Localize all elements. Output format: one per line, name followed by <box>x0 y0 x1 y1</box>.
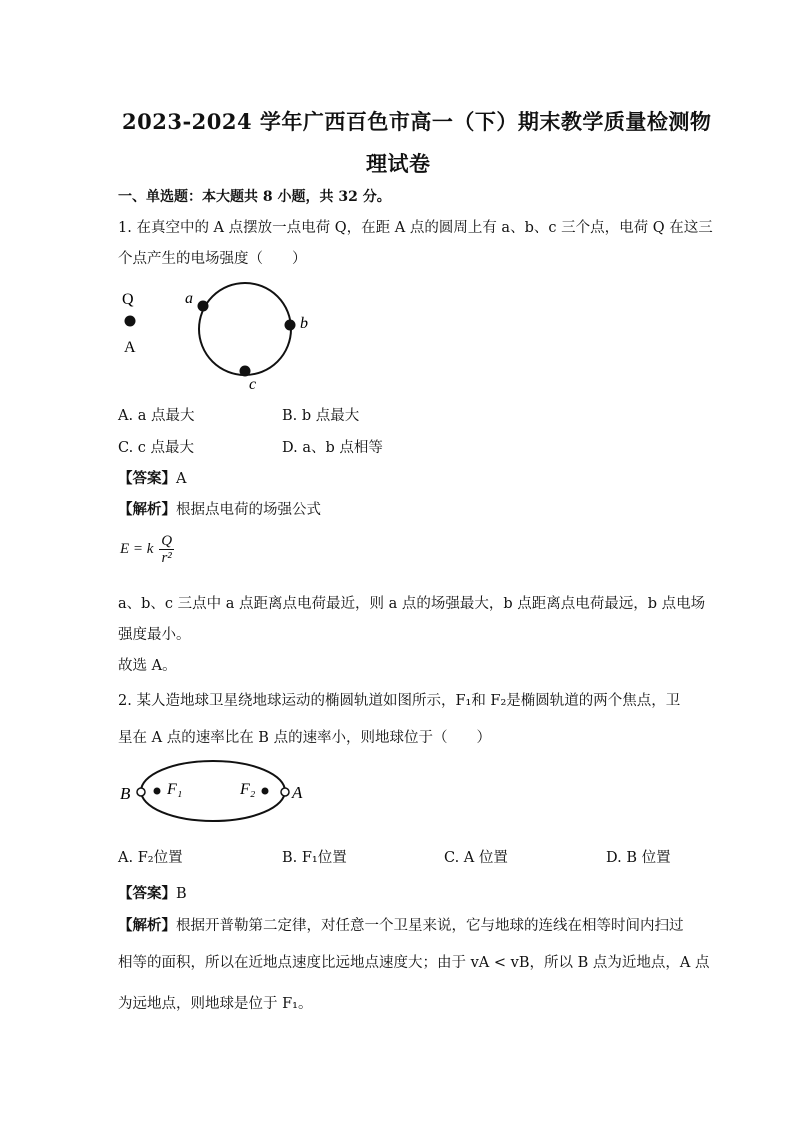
q2-fig-label-F2: F₂ <box>240 781 256 798</box>
q1-analysis-tag: 【解析】 <box>118 501 176 518</box>
q1-analysis-line-2: a、b、c 三点中 a 点距离点电荷最近，则 a 点的场强最大，b 点距离点电荷最远，b 点电场 <box>118 596 706 612</box>
formula-denominator: r² <box>161 550 172 566</box>
q2-fig-label-B: B <box>120 784 131 803</box>
q1-analysis-intro <box>118 498 321 519</box>
point-A-marker <box>281 788 289 796</box>
q1-answer-tag: 【答案】 <box>118 470 176 487</box>
q1-option-c: C. c 点最大 <box>118 440 195 456</box>
q1-fig-label-c: c <box>249 376 257 393</box>
q1-fig-label-a: a <box>185 290 193 307</box>
q2-analysis-text-1: 根据开普勒第二定律，对任意一个卫星来说，它与地球的连线在相等时间内扫过 <box>176 918 684 934</box>
q1-option-d: D. a、b 点相等 <box>282 440 383 456</box>
q1-answer-value: A <box>176 471 187 487</box>
q1-stem-line-2: 个点产生的电场强度（ ） <box>118 251 307 267</box>
q2-stem-line-2: 星在 A 点的速率比在 B 点的速率小，则地球位于（ ） <box>118 730 492 746</box>
point-b <box>285 320 296 331</box>
q1-formula <box>120 533 174 566</box>
q2-answer-tag: 【答案】 <box>118 885 176 902</box>
q1-conclusion: 故选 A。 <box>118 658 177 674</box>
focus-F2-point <box>262 788 269 795</box>
circle-path <box>199 283 291 375</box>
formula-lhs: E = k <box>120 540 154 557</box>
q1-fig-label-Q: Q <box>122 291 134 308</box>
paper-title-line-2: 理试卷 <box>366 151 431 176</box>
q2-figure-ellipse-orbit <box>115 760 315 828</box>
q1-option-a: A. a 点最大 <box>118 408 195 424</box>
formula-numerator: Q <box>161 533 173 549</box>
q1-stem-line-1 <box>118 216 713 237</box>
q2-fig-label-A: A <box>292 783 303 802</box>
section-header: 一、单选题：本大题共 8 小题，共 32 分。 <box>118 189 391 205</box>
q2-number: 2. <box>118 693 132 709</box>
q2-option-d: D. B 位置 <box>606 850 671 866</box>
q1-stem-text-1: 在真空中的 A 点摆放一点电荷 Q，在距 A 点的圆周上有 a、b、c 三个点，电荷 Q 在这三 <box>136 220 713 236</box>
point-c <box>240 366 251 377</box>
q2-analysis-line-3: 为远地点，则地球是位于 F₁。 <box>118 996 313 1012</box>
focus-F1-point <box>154 788 161 795</box>
q2-analysis-line-1 <box>118 914 684 935</box>
q2-option-a: A. F₂位置 <box>118 850 183 866</box>
q1-analysis-line-3: 强度最小。 <box>118 627 191 643</box>
q1-analysis-intro-text: 根据点电荷的场强公式 <box>176 502 321 518</box>
q1-fig-label-A: A <box>124 339 136 356</box>
q2-answer-value: B <box>176 886 187 902</box>
paper-title-line-1: 2023-2024 学年广西百色市高一（下）期末教学质量检测物 <box>122 109 712 134</box>
q2-stem-line-1 <box>118 689 680 710</box>
q2-answer <box>118 882 187 903</box>
q2-fig-label-F1: F₁ <box>167 781 183 798</box>
q2-analysis-tag: 【解析】 <box>118 917 176 934</box>
q1-option-b: B. b 点最大 <box>282 408 360 424</box>
point-a <box>198 301 209 312</box>
q2-stem-text-1: 某人造地球卫星绕地球运动的椭圆轨道如图所示，F₁和 F₂是椭圆轨道的两个焦点，卫 <box>136 693 681 709</box>
q2-option-b: B. F₁位置 <box>282 850 347 866</box>
q1-answer <box>118 467 186 488</box>
q2-option-c: C. A 位置 <box>444 850 508 866</box>
q1-figure-circle-diagram <box>115 278 325 396</box>
formula-fraction <box>159 533 174 566</box>
charge-point-A <box>125 316 136 327</box>
point-B-marker <box>137 788 145 796</box>
q2-analysis-line-2: 相等的面积，所以在近地点速度比远地点速度大；由于 vA < vB，所以 B 点为近地点，A 点 <box>118 955 710 971</box>
q1-fig-label-b: b <box>300 315 308 332</box>
q1-number: 1. <box>118 220 132 236</box>
